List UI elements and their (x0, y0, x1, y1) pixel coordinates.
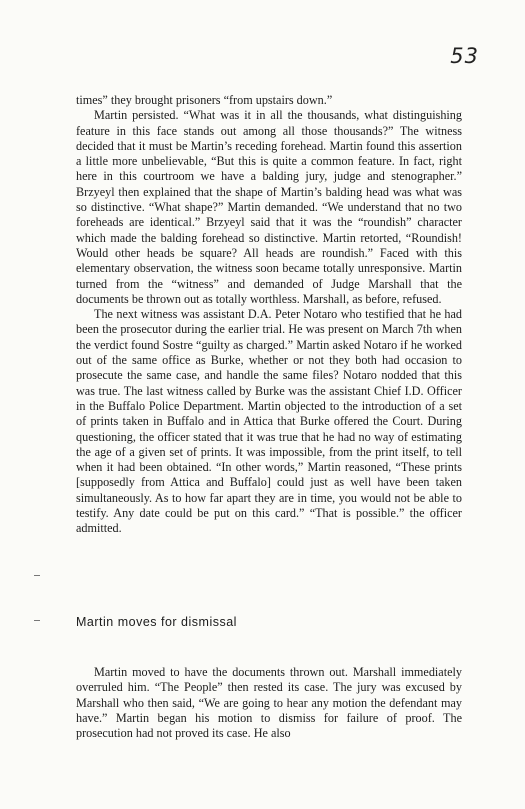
section-heading: Martin moves for dismissal (76, 615, 237, 629)
section-text (76, 665, 462, 741)
paragraph: times” they brought prisoners “from upstairs down.” (76, 93, 333, 107)
body-text (76, 93, 462, 537)
page-number: 53 (450, 44, 479, 68)
margin-mark (34, 620, 40, 621)
margin-mark (34, 575, 40, 576)
paragraph: Martin moved to have the documents thrown out. Marshall immediately overruled him. “The People” then rested its case. The jury was excused by Marshall who then said, “We are going to hear any motion the defendant may have.” Martin began his motion to dismiss for failure of proof. The prosecution had not proved its case. He also (76, 665, 462, 741)
paragraph: The next witness was assistant D.A. Peter Notaro who testified that he had been the prosecutor during the earlier trial. He was present on March 7th when the verdict found Sostre “guilty as charged.” Martin asked Notaro if he worked out of the same office as Burke, whether or not they both had occasion to prosecute the same case, and handle the same files? Notaro nodded that this was true. The last witness called by Burke was the assistant Chief I.D. Officer in the Buffalo Police Department. Martin objected to the introduction of a set of prints taken in Buffalo and in Attica that Burke offered the Court. During questioning, the officer stated that it was true that he had no way of estimating the age of a given set of prints. It was impossible, from the print itself, to tell when it had been obtained. “In other words,” Martin reasoned, “These prints [supposedly from Attica and Buffalo] could just as well have been taken simultaneously. As to how far apart they are in time, you would not be able to testify. Any date could be put on this card.” “That is possible.” the officer admitted. (76, 307, 462, 536)
paragraph: Martin persisted. “What was it in all the thousands, what distinguishing feature in this face stands out among all those thousands?” The witness decided that it must be Martin’s receding forehead. Martin found this assertion a little more unbelievable, “But this is quite a common feature. In fact, right here in this courtroom we have a balding jury, judge and stenographer.” Brzyeyl then explained that the shape of Martin’s balding head was what was so distinctive. “What shape?” Martin demanded. “We understand that no two foreheads are identical.” Brzyeyl said that it was the “roundish” character which made the balding forehead so distinctive. Martin retorted, “Roundish! Would other heads be square? All heads are roundish.” Faced with this elementary observation, the witness soon became totally unresponsive. Martin turned from the “witness” and demanded of Judge Marshall that the documents be thrown out as totally worthless. Marshall, as before, refused. (76, 108, 462, 306)
